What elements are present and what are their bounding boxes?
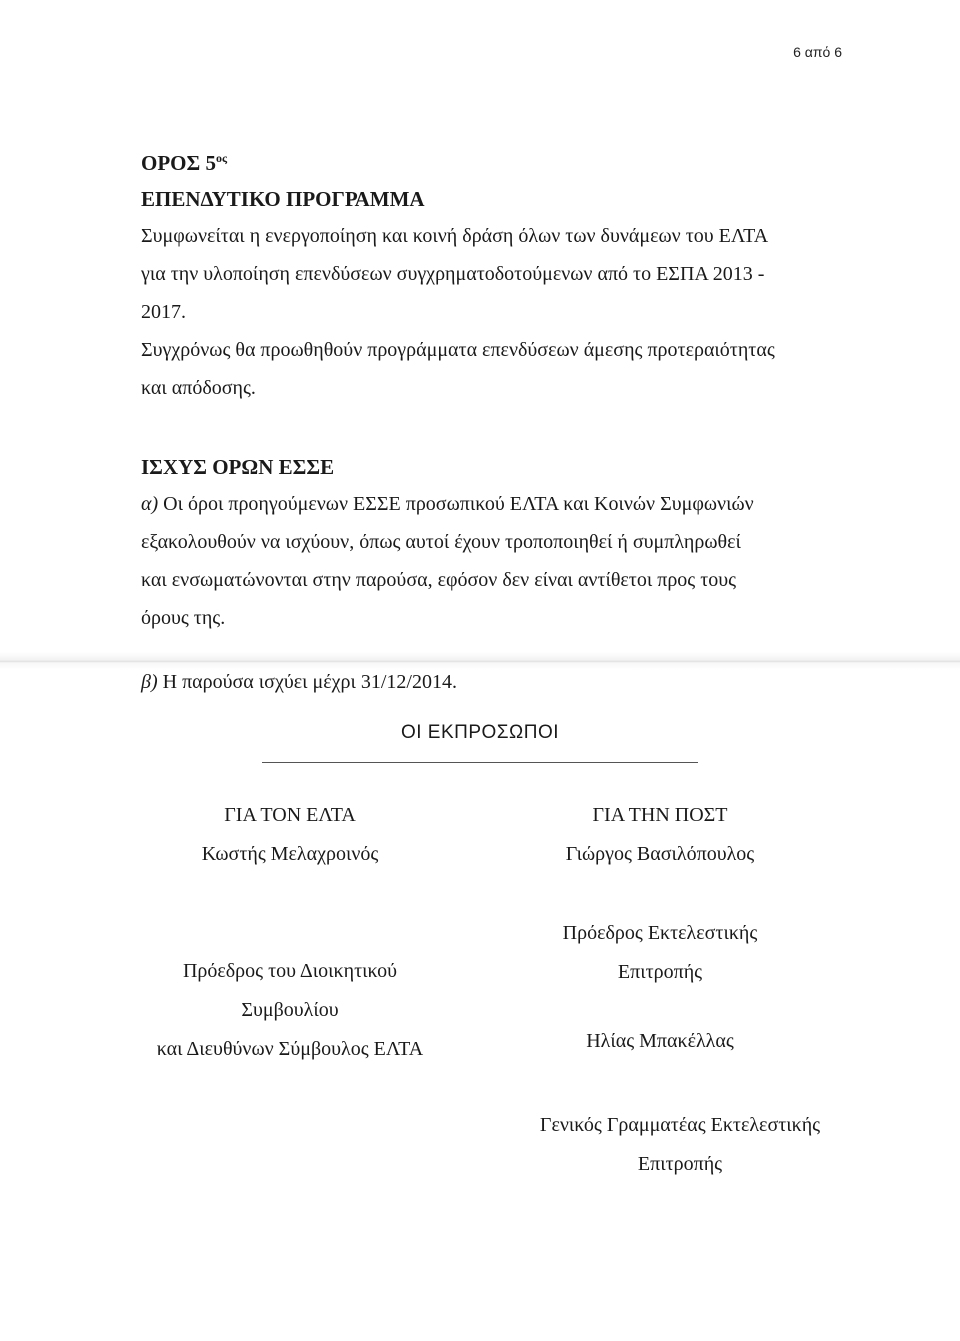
article-paragraph-line: για την υλοποίηση επενδύσεων συγχρηματοδοτούμενων από το ΕΣΠΑ 2013 - (141, 263, 765, 285)
validity-clause-a-line: όρους της. (141, 607, 226, 629)
validity-clause-a: α) Οι όροι προηγούμενων ΕΣΣΕ προσωπικού ΕΛΤΑ και Κοινών Συμφωνιών (141, 493, 754, 515)
article-paragraph-line: Συμφωνείται η ενεργοποίηση και κοινή δράση όλων των δυνάμεων του ΕΛΤΑ (141, 225, 769, 247)
signatory-elta-role-line: και Διευθύνων Σύμβουλος ΕΛΤΑ (156, 1038, 424, 1060)
signatory-post-block (500, 796, 820, 874)
signatory-post-role-line: Πρόεδρος Εκτελεστικής (562, 922, 758, 944)
validity-clause-a-line: και ενσωματώνονται στην παρούσα, εφόσον δεν είναι αντίθετοι προς τους (141, 569, 737, 591)
clause-a-label: α) (141, 493, 159, 515)
signatory-elta-block (130, 796, 450, 874)
article-paragraph-line: και απόδοσης. (141, 377, 256, 399)
signatory-post-name: Γιώργος Βασιλόπουλος (565, 843, 755, 865)
article-title-ordinal: ος (215, 151, 228, 165)
article-subtitle: ΕΠΕΝΔΥΤΙΚΟ ΠΡΟΓΡΑΜΜΑ (141, 187, 425, 211)
signatory-elta-header: ΓΙΑ ΤΟΝ ΕΛΤΑ (224, 804, 356, 826)
signatory-post-secretary-role (480, 1106, 880, 1184)
signatory-post-role-line: Γενικός Γραμματέας Εκτελεστικής (539, 1114, 821, 1136)
signatory-elta-role-line: Πρόεδρος του Διοικητικού (182, 960, 398, 982)
signatory-post-role-line: Επιτροπής (617, 961, 703, 983)
signatory-elta-name: Κωστής Μελαχροινός (201, 843, 379, 865)
representatives-divider (262, 762, 698, 763)
signatory-post-role (500, 914, 820, 1061)
signatory-elta-role-line: Συμβουλίου (241, 999, 339, 1021)
signatory-post-second-name: Ηλίας Μπακέλλας (586, 1030, 734, 1052)
signatory-post-header: ΓΙΑ ΤΗΝ ΠΟΣΤ (592, 804, 728, 826)
clause-b-label: β) (141, 671, 158, 693)
article-title: ΟΡΟΣ $5^{o\varsigma}$ (141, 151, 228, 175)
representatives-title: ΟΙ ΕΚΠΡΟΣΩΠΟΙ (400, 722, 560, 743)
article-paragraph-line: Συγχρόνως θα προωθηθούν προγράμματα επενδύσεων άμεσης προτεραιότητας (141, 339, 775, 361)
signatory-post-role-line: Επιτροπής (637, 1153, 723, 1175)
validity-clause-a-line: εξακολουθούν να ισχύουν, όπως αυτοί έχουν τροποποιηθεί ή συμπληρωθεί (141, 531, 741, 553)
validity-title: ΙΣΧΥΣ ΟΡΩΝ ΕΣΣΕ (141, 455, 335, 479)
article-paragraph-line: 2017. (141, 301, 186, 323)
page-number: 6 από 6 (793, 44, 842, 60)
document-body (141, 140, 881, 701)
signatory-elta-role (130, 952, 450, 1069)
validity-clause-b: β) Η παρούσα ισχύει μέχρι 31/12/2014. (141, 671, 457, 693)
